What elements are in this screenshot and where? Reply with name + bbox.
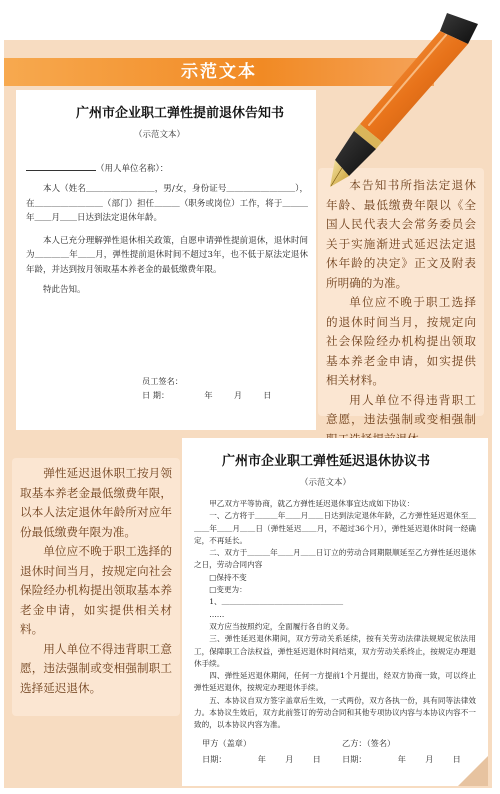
notice-title: 广州市企业职工弹性提前退休告知书 [76,106,285,121]
note-bottom-paragraph-1: 弹性延迟退休职工按月领取基本养老金最低缴费年限，以本人法定退休年龄所对应年份最低缴费年限为准。 [20,466,172,539]
note-top-paragraph-3: 用人单位不得违背职工意愿，违法强制或变相强制 [326,392,476,426]
party-a-year-label: 年 [257,754,266,764]
agreement-paragraph-3-clause: 三、弹性延迟退休期间，双方劳动关系延续，按有关劳动法律法规规定依法用工，保障职工合法权益，弹性延迟退休时间结束，双方劳动关系终止，按规定办理退休手续。 [194,634,476,668]
notice-paragraph-3: 特此告知。 [43,285,86,295]
notice-year-label: 年 [204,390,213,400]
notice-subtitle: （示范文本） [134,130,186,140]
agreement-subtitle: （示范文本） [300,478,352,488]
agreement-paragraph-4-clause: 四、弹性延迟退休期间，任何一方提前1个月提出，经双方协商一致，可以终止弹性延迟退休，按规定办理退休手续。 [194,671,476,693]
party-a-label: 甲方（盖章） [202,738,252,748]
party-a-day-label: 日 [312,754,321,764]
notice-date-label: 日 期： [142,390,170,400]
note-bottom-paragraph-3: 用人单位不得违背职工意愿，违法强制或变相强制职工选择延迟退休。 [20,641,172,695]
banner-title: 示范文本 [181,62,257,82]
notice-month-label: 月 [233,390,243,400]
notice-paragraph-2: 本人已充分理解弹性退休相关政策，自愿申请弹性提前退休，退休时间为＿＿＿＿年＿＿月，弹性提前退休时间不超过3年，也不低于原法定退休年龄，并达到按月领取基本养老金的最低缴费年限。 [26,235,308,275]
party-a-month-label: 月 [285,754,294,764]
notice-paragraph-1: 本人（姓名＿＿＿＿＿＿＿＿，男/女，身份证号＿＿＿＿＿＿＿＿），在＿＿＿＿＿＿＿＿（部门）担任＿＿＿（职务或岗位）工作，将于＿＿＿年＿＿月＿＿日达到法定退休年龄。 [26,184,308,223]
agreement-option-change: □变更为： [209,585,247,595]
agreement-ellipsis: …… [209,609,225,619]
agreement-option-keep: □保持不变 [209,572,247,582]
agreement-paragraph-1: 甲乙双方平等协商，就乙方弹性延迟退休事宜达成如下协议： [209,499,415,508]
party-b-label: 乙方：（签名） [342,738,396,748]
party-b-month-label: 月 [425,754,434,764]
employee-signature-label: 员工签名： [142,376,183,386]
note-bottom-paragraph-2: 单位应不晚于职工选择的退休时间当月，按规定向社会保险经办机构提出领取基本养老金申请，如实提供相关材料。 [20,544,172,636]
agreement-change-item-1: 1、＿＿＿＿＿＿＿＿＿＿＿＿＿＿＿＿ [209,597,344,607]
agreement-paragraph-3: 二、双方于＿＿＿年＿＿月＿＿日订立的劳动合同期限顺延至乙方弹性延迟退休之日，劳动合同内容 [194,548,476,570]
party-a-date-label: 日期： [202,754,227,764]
party-b-day-label: 日 [452,754,461,764]
agreement-paragraph-5-clause: 五、本协议自双方签字盖章后生效，一式两份，双方各执一份，具有同等法律效力。本协议生效后，双方此前签订的劳动合同和其他专项协议内容与本协议内容不一致的，以本协议内容为准。 [194,695,476,730]
notice-day-label: 日 [263,390,272,400]
note-top-paragraph-2: 单位应不晚于职工选择的退休时间当月，按规定向社会保险经办机构提出领取基本养老金申请，如实提供相关材料。 [326,295,476,387]
agreement-paragraph-duties: 双方应当按照约定，全面履行各自的义务。 [209,621,354,631]
agreement-paragraph-2: 一、乙方将于＿＿＿年＿＿月＿＿日达到法定退休年龄，乙方弹性延迟退休至＿＿＿年＿＿月＿＿日（弹性延迟＿＿月，不超过36个月），弹性延迟退休时间一经确定，不再延长。 [194,511,476,545]
note-top-paragraph-1: 本告知书所指法定退休年龄、最低缴费年限以《全国人民代表大会常务委员会关于实施渐进式延迟法定退休年龄的决定》正文及附表所明确的为准。 [326,178,476,290]
agreement-title: 广州市企业职工弹性延迟退休协议书 [222,454,431,469]
party-b-year-label: 年 [397,754,406,764]
employer-label: （用人单位名称）： [96,164,169,174]
party-b-date-label: 日期： [342,754,367,764]
